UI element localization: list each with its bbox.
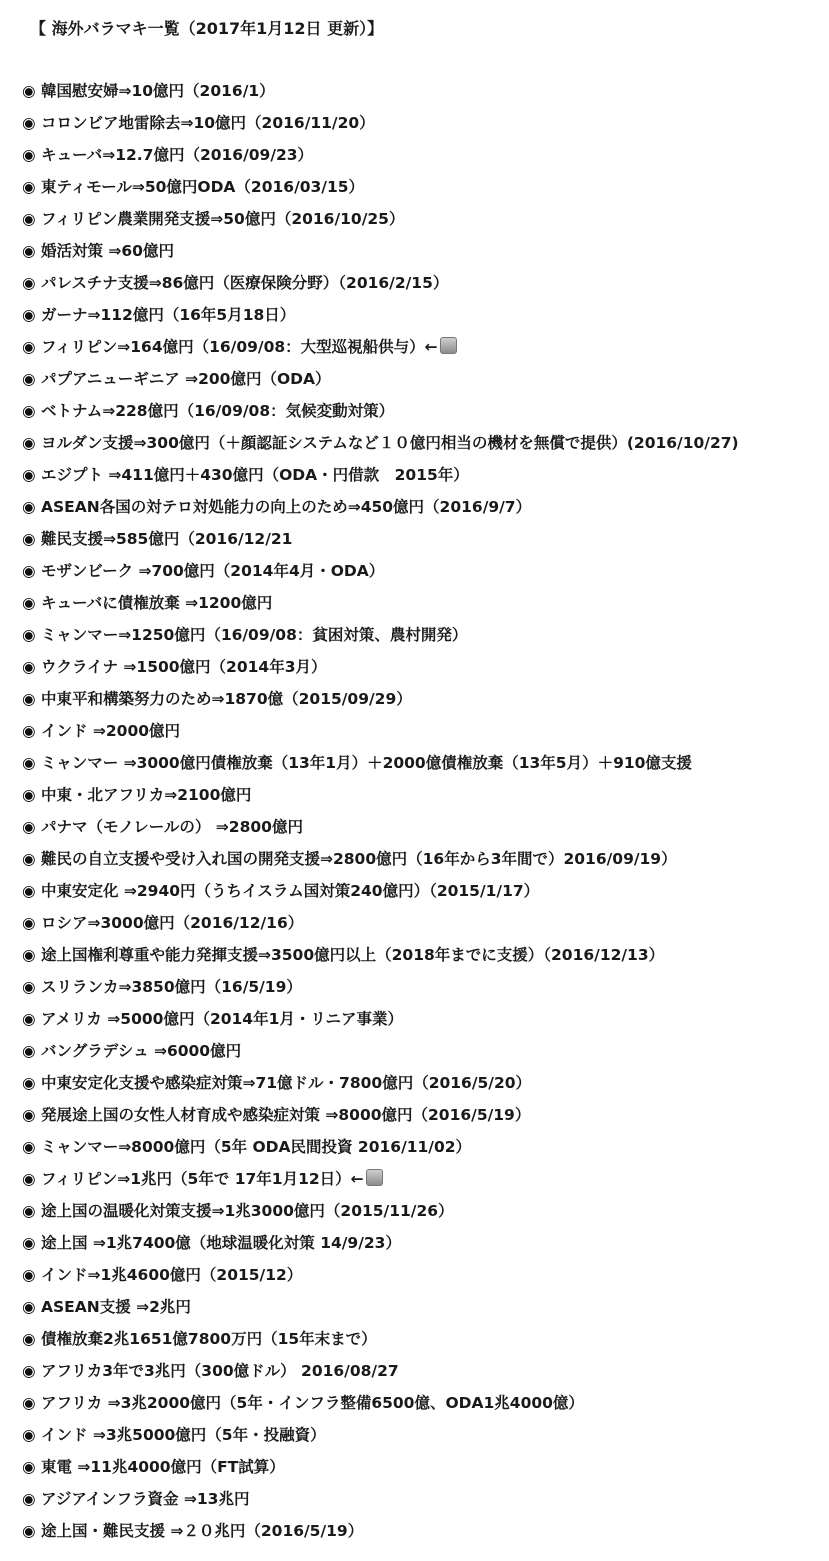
list-item-text: 債権放棄2兆1651億7800万円（15年末まで） [41,1330,377,1348]
bullet-icon: ◉ [22,370,36,388]
list-item-text: インド⇒1兆4600億円（2015/12） [41,1266,303,1284]
list-item-text: モザンビーク ⇒700億円（2014年4月・ODA） [41,562,385,580]
list-item-text-wrap [41,80,275,104]
list-item-text-wrap [41,624,467,648]
list-item-text: エジプト ⇒411億円＋430億円（ODA・円借款 2015年） [41,466,469,484]
list-item-text: 東ティモール⇒50億円ODA（2016/03/15） [41,178,365,196]
bullet-icon: ◉ [22,306,36,324]
bullet-icon: ◉ [22,210,36,228]
bullet-icon: ◉ [22,1010,36,1028]
list-item-text-wrap [41,560,384,584]
list-item-text-wrap [41,304,295,328]
bullet-icon: ◉ [22,1330,36,1348]
list-item-text: アジアインフラ資金 ⇒13兆円 [41,1490,250,1508]
list-item [22,144,819,168]
list-item-text: 途上国 ⇒1兆7400億（地球温暖化対策 14/9/23） [41,1234,401,1252]
bullet-icon: ◉ [22,1202,36,1220]
list-item-text: パレスチナ支援⇒86億円（医療保険分野）（2016/2/15） [41,274,449,292]
list-item [22,1392,819,1416]
bullet-icon: ◉ [22,594,36,612]
list-item-text-wrap [41,464,469,488]
list-item-text-wrap [41,1296,191,1320]
list-item-text: アメリカ ⇒5000億円（2014年1月・リニア事業） [41,1010,404,1028]
list-item [22,912,819,936]
list-item-text-wrap [41,240,174,264]
bullet-icon: ◉ [22,402,36,420]
list-item [22,368,819,392]
bullet-icon: ◉ [22,914,36,932]
list-item-text-wrap [41,944,664,968]
list-item-text-wrap [41,1264,302,1288]
list-item-text: 中東・北アフリカ⇒2100億円 [41,786,252,804]
bullet-icon: ◉ [22,786,36,804]
list-item-text-wrap [41,656,326,680]
bullet-icon: ◉ [22,658,36,676]
list-item-text-wrap [41,1392,584,1416]
bullet-icon: ◉ [22,1298,36,1316]
list-item-text: インド ⇒3兆5000億円（5年・投融資） [41,1426,326,1444]
list-item-text: 難民の自立支援や受け入れ国の開発支援⇒2800億円（16年から3年間で）2016/09/19） [41,850,677,868]
list-item-text-wrap [41,400,394,424]
bullet-icon: ◉ [22,274,36,292]
list-item-text: 東電 ⇒11兆4000億円（FT試算） [41,1458,285,1476]
list-item-text-wrap [41,1136,471,1160]
list-item-text: フィリピン⇒164億円（16/09/08：大型巡視船供与）← [41,338,438,356]
bullet-icon: ◉ [22,178,36,196]
list-item [22,1168,819,1192]
list-item [22,944,819,968]
list-item [22,656,819,680]
list-item-text: キューバに債権放棄 ⇒1200億円 [41,594,273,612]
list-item [22,1040,819,1064]
list-item-text-wrap [41,784,251,808]
list-item-text: フィリピン⇒1兆円（5年で 17年1月12日）← [41,1170,364,1188]
list-item-text: キューバ⇒12.7億円（2016/09/23） [41,146,314,164]
list-item-text-wrap [41,1360,399,1384]
list-item [22,400,819,424]
bullet-icon: ◉ [22,242,36,260]
list-item [22,464,819,488]
list-item-text-wrap [41,496,531,520]
list-item-text-wrap [41,208,404,232]
list-item-text-wrap [41,848,677,872]
list-item-text: フィリピン農業開発支援⇒50億円（2016/10/25） [41,210,405,228]
list-item [22,720,819,744]
list-item-text: 発展途上国の女性人材育成や感染症対策 ⇒8000億円（2016/5/19） [41,1106,531,1124]
bullet-icon: ◉ [22,434,36,452]
bullet-icon: ◉ [22,1074,36,1092]
list-item [22,176,819,200]
list-item-text: 途上国の温暖化対策支援⇒1兆3000億円（2015/11/26） [41,1202,454,1220]
list-item [22,1008,819,1032]
list-item [22,784,819,808]
list-item-text-wrap [41,176,364,200]
bullet-icon: ◉ [22,1362,36,1380]
bullet-icon: ◉ [22,1042,36,1060]
list-item [22,112,819,136]
list-item-text: ロシア⇒3000億円（2016/12/16） [41,914,304,932]
page-title: 【 海外バラマキ一覧（2017年1月12日 更新）】 [30,19,384,38]
list-item-text: パナマ（モノレールの） ⇒2800億円 [41,818,303,836]
list-item-text-wrap [41,1520,363,1544]
list-item-text: ミャンマー ⇒3000億円債権放棄（13年1月）＋2000億債権放棄（13年5月）＋910億支援 [41,754,692,772]
list-item [22,208,819,232]
list-item [22,1200,819,1224]
list-item-text-wrap [41,912,303,936]
list-item-text-wrap [41,432,811,456]
list-item-text: ASEAN各国の対テロ対処能力の向上のため⇒450億円（2016/9/7） [41,498,532,516]
bullet-icon: ◉ [22,850,36,868]
list-item-text-wrap [41,976,302,1000]
bullet-icon: ◉ [22,946,36,964]
list-item [22,496,819,520]
list-item [22,560,819,584]
list-item-text-wrap [41,144,313,168]
list-item [22,1264,819,1288]
list-item-text: ミャンマー⇒8000億円（5年 ODA民間投資 2016/11/02） [41,1138,472,1156]
bullet-icon: ◉ [22,722,36,740]
list-item-text: 中東平和構築努力のため⇒1870億（2015/09/29） [41,690,412,708]
list-item-text: ウクライナ ⇒1500億円（2014年3月） [41,658,327,676]
list-item-text-wrap [41,592,272,616]
list-item-text-wrap [41,1040,241,1064]
list-item [22,688,819,712]
list-item-text: 難民支援⇒585億円（2016/12/21 [41,530,293,548]
list-item-text: 中東安定化支援や感染症対策⇒71億ドル・7800億円（2016/5/20） [41,1074,532,1092]
bullet-icon: ◉ [22,1458,36,1476]
list-item-text-wrap [41,1200,454,1224]
list-item-text-wrap [41,1232,401,1256]
list-item [22,1232,819,1256]
list-item-text: コロンビア地雷除去⇒10億円（2016/11/20） [41,114,375,132]
bullet-icon: ◉ [22,562,36,580]
list-item-text: ベトナム⇒228億円（16/09/08：気候変動対策） [41,402,395,420]
bullet-icon: ◉ [22,1426,36,1444]
list-item-text-wrap [41,752,692,776]
list-item [22,752,819,776]
list-item-text: 中東安定化 ⇒2940円（うちイスラム国対策240億円）（2015/1/17） [41,882,540,900]
bullet-icon: ◉ [22,82,36,100]
list-item-text-wrap [41,1072,531,1096]
list-item-text-wrap [41,1328,377,1352]
list-item-text: 韓国慰安婦⇒10億円（2016/1） [41,82,275,100]
list-item [22,1424,819,1448]
list-item [22,1456,819,1480]
list-item [22,1328,819,1352]
title-spacer [22,40,819,80]
bullet-icon: ◉ [22,1266,36,1284]
bullet-icon: ◉ [22,690,36,708]
list-item-text: ヨルダン支援⇒300億円（＋顔認証システムなど１０億円相当の機材を無償で提供）(2016/10/27) [41,434,739,452]
bullet-icon: ◉ [22,1138,36,1156]
list-item-text-wrap [41,368,331,392]
list-item [22,592,819,616]
list-item-text: アフリカ ⇒3兆2000億円（5年・インフラ整備6500億、ODA1兆4000億） [41,1394,584,1412]
list-item [22,1488,819,1512]
list-item [22,1072,819,1096]
list-item-text-wrap [41,336,457,360]
list-item-text: インド ⇒2000億円 [41,722,181,740]
bullet-icon: ◉ [22,114,36,132]
funding-list [22,80,819,1544]
list-item [22,272,819,296]
list-item-text-wrap [41,1488,249,1512]
list-item-text-wrap [41,528,292,552]
list-item-text: スリランカ⇒3850億円（16/5/19） [41,978,302,996]
list-item-text-wrap [41,1424,326,1448]
bullet-icon: ◉ [22,626,36,644]
list-item-text-wrap [41,880,539,904]
list-item [22,528,819,552]
list-item [22,1520,819,1544]
list-item [22,816,819,840]
list-item-text: 途上国・難民支援 ⇒２０兆円（2016/5/19） [41,1522,364,1540]
list-item-text-wrap [41,272,448,296]
list-item-text: 婚活対策 ⇒60億円 [41,242,174,260]
bullet-icon: ◉ [22,1394,36,1412]
bullet-icon: ◉ [22,466,36,484]
bullet-icon: ◉ [22,978,36,996]
bullet-icon: ◉ [22,1106,36,1124]
list-item [22,432,819,456]
bullet-icon: ◉ [22,1170,36,1188]
list-item [22,1104,819,1128]
list-item [22,336,819,360]
list-item-text-wrap [41,720,180,744]
bullet-icon: ◉ [22,1490,36,1508]
bullet-icon: ◉ [22,498,36,516]
list-item-text: ASEAN支援 ⇒2兆円 [41,1298,191,1316]
list-item [22,624,819,648]
list-item [22,80,819,104]
list-item-text: ガーナ⇒112億円（16年5月18日） [41,306,296,324]
list-item [22,1136,819,1160]
bullet-icon: ◉ [22,882,36,900]
list-item-text-wrap [41,1456,285,1480]
list-item-text-wrap [41,688,412,712]
bullet-icon: ◉ [22,818,36,836]
list-item [22,304,819,328]
list-item-text: ミャンマー⇒1250億円（16/09/08：貧困対策、農村開発） [41,626,468,644]
list-item [22,240,819,264]
list-item-text: アフリカ3年で3兆円（300億ドル） 2016/08/27 [41,1362,399,1380]
list-item-text: バングラデシュ ⇒6000億円 [41,1042,242,1060]
list-item-text-wrap [41,1104,530,1128]
list-item [22,880,819,904]
list-item-text-wrap [41,112,375,136]
pointing-emoji-icon [366,1169,383,1186]
list-item-text-wrap [41,1008,403,1032]
list-item [22,976,819,1000]
list-item-text-wrap [41,1168,383,1192]
bullet-icon: ◉ [22,530,36,548]
bullet-icon: ◉ [22,754,36,772]
list-item-text: 途上国権利尊重や能力発揮支援⇒3500億円以上（2018年までに支援）（2016/12/13） [41,946,665,964]
bullet-icon: ◉ [22,338,36,356]
list-item-text-wrap [41,816,303,840]
bullet-icon: ◉ [22,146,36,164]
list-item [22,1296,819,1320]
bullet-icon: ◉ [22,1522,36,1540]
bullet-icon: ◉ [22,1234,36,1252]
pointing-emoji-icon [440,337,457,354]
list-item [22,1360,819,1384]
list-item-text: パプアニューギニア ⇒200億円（ODA） [41,370,331,388]
list-item [22,848,819,872]
